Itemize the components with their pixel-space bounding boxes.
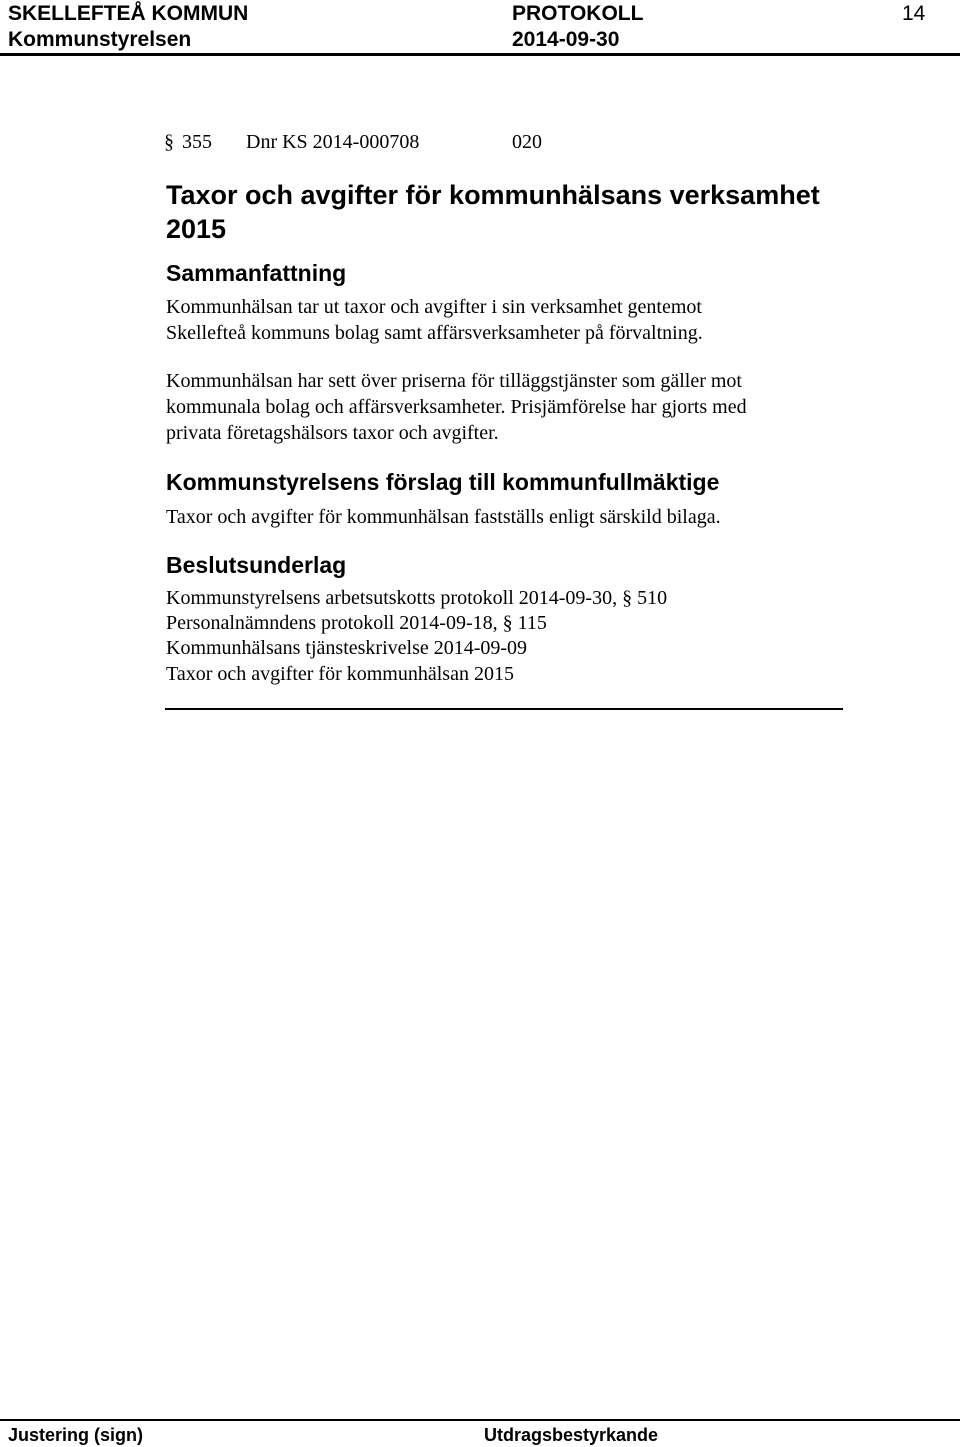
basis-heading: Beslutsunderlag [166,552,347,578]
paragraph-sign: § [164,131,174,153]
footer-certification-label: Utdragsbestyrkande [484,1425,659,1445]
header-rule [0,53,960,56]
issuing-body: Kommunstyrelsen [8,28,192,51]
summary-p1-line1: Kommunhälsan tar ut taxor och avgifter i sin verksamhet gentemot [166,296,702,318]
meeting-date: 2014-09-30 [512,28,620,51]
basis-item-3: Kommunhälsans tjänsteskrivelse 2014-09-09 [166,637,528,659]
footer-signature-label: Justering (sign) [8,1425,144,1445]
organization-name: SKELLEFTEÅ KOMMUN [8,2,249,25]
case-dnr: Dnr KS 2014-000708 [246,131,420,153]
basis-item-1: Kommunstyrelsens arbetsutskotts protokoll 2014-09-30, § 510 [166,587,668,609]
section-end-rule [165,708,843,710]
summary-p2-line1: Kommunhälsan har sett över priserna för tilläggstjänster som gäller mot [166,370,742,392]
document-type: PROTOKOLL [512,2,644,25]
basis-item-2: Personalnämndens protokoll 2014-09-18, § 115 [166,612,547,634]
summary-heading: Sammanfattning [166,260,347,286]
paragraph-number: 355 [182,131,212,153]
summary-p2-line2: kommunala bolag och affärsverksamheter. Prisjämförelse har gjorts med [166,396,747,418]
case-code: 020 [512,131,542,153]
summary-p1-line2: Skellefteå kommuns bolag samt affärsverksamheter på förvaltning. [166,322,703,344]
document-title: Taxor och avgifter för kommunhälsans verksamhet 2015 [166,180,820,244]
proposal-heading: Kommunstyrelsens förslag till kommunfullmäktige [166,469,720,495]
page-number: 14 [902,2,926,25]
footer-rule [0,1419,960,1421]
basis-item-4: Taxor och avgifter för kommunhälsan 2015 [166,663,514,685]
proposal-text: Taxor och avgifter för kommunhälsan fastställs enligt särskild bilaga. [166,506,721,528]
summary-p2-line3: privata företagshälsors taxor och avgifter. [166,422,499,444]
